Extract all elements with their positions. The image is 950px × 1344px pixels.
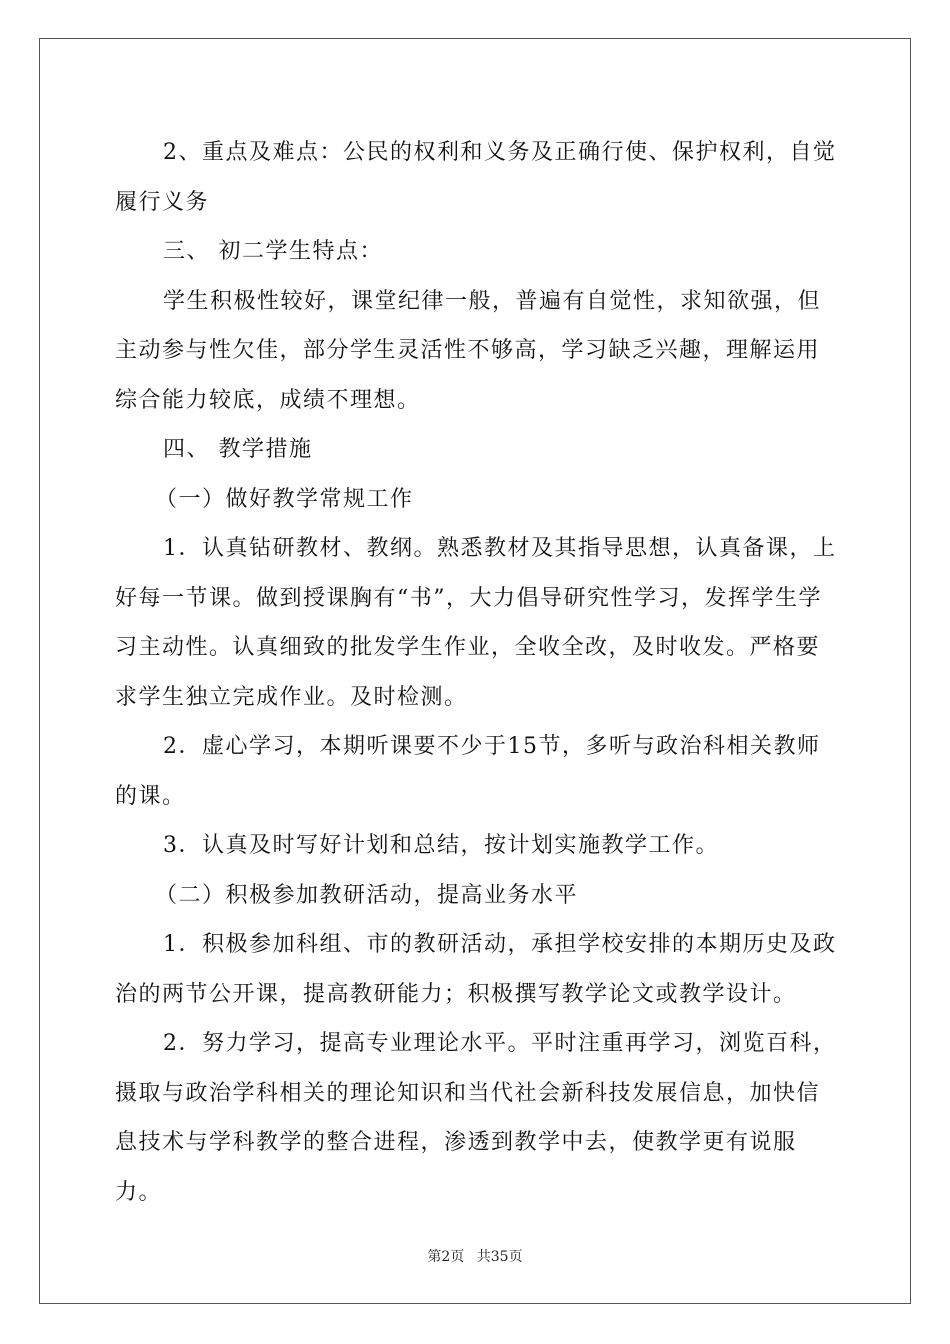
- total-page-count: 共35页: [476, 1249, 523, 1265]
- paragraph-routine-item-1: 1．认真钻研教材、教纲。熟悉教材及其指导思想，认真备课，上好每一节课。做到授课胸有“书”，大力倡导研究性学习，发挥学生学习主动性。认真细致的批发学生作业，全收全改，及时收发。严格要求学生独立完成作业。及时检测。: [115, 536, 837, 710]
- section-heading-student-traits: 三、 初二学生特点：: [163, 239, 383, 264]
- page-footer: [0, 1246, 950, 1266]
- paragraph-student-traits: 学生积极性较好，课堂纪律一般，普遍有自觉性，求知欲强，但主动参与性欠佳，部分学生灵活性不够高，学习缺乏兴趣，理解运用综合能力较底，成绩不理想。: [115, 288, 822, 413]
- paragraph-research-item-2: 2．努力学习，提高专业理论水平。平时注重再学习，浏览百科，摄取与政治学科相关的理论知识和当代社会新科技发展信息，加快信息技术与学科教学的整合进程，渗透到教学中去，使教学更有说服力。: [115, 1031, 837, 1205]
- paragraph-routine-item-2: 2．虚心学习，本期听课要不少于15节，多听与政治科相关教师的课。: [115, 734, 821, 809]
- current-page-number: 第2页: [427, 1249, 465, 1265]
- paragraph-research-item-1: 1．积极参加科组、市的教研活动，承担学校安排的本期历史及政治的两节公开课，提高教研能力；积极撰写教学论文或教学设计。: [115, 932, 837, 1007]
- subheading-routine-work: （一）做好教学常规工作: [155, 486, 414, 512]
- subheading-research-activities: （二）积极参加教研活动，提高业务水平: [155, 882, 579, 908]
- paragraph-routine-item-3: 3．认真及时写好计划和总结，按计划实施教学工作。: [163, 833, 719, 858]
- section-heading-teaching-measures: 四、 教学措施: [163, 437, 313, 462]
- paragraph-key-points: 2、重点及难点：公民的权利和义务及正确行使、保护权利，自觉履行义务: [115, 140, 837, 215]
- document-body: [115, 128, 840, 1217]
